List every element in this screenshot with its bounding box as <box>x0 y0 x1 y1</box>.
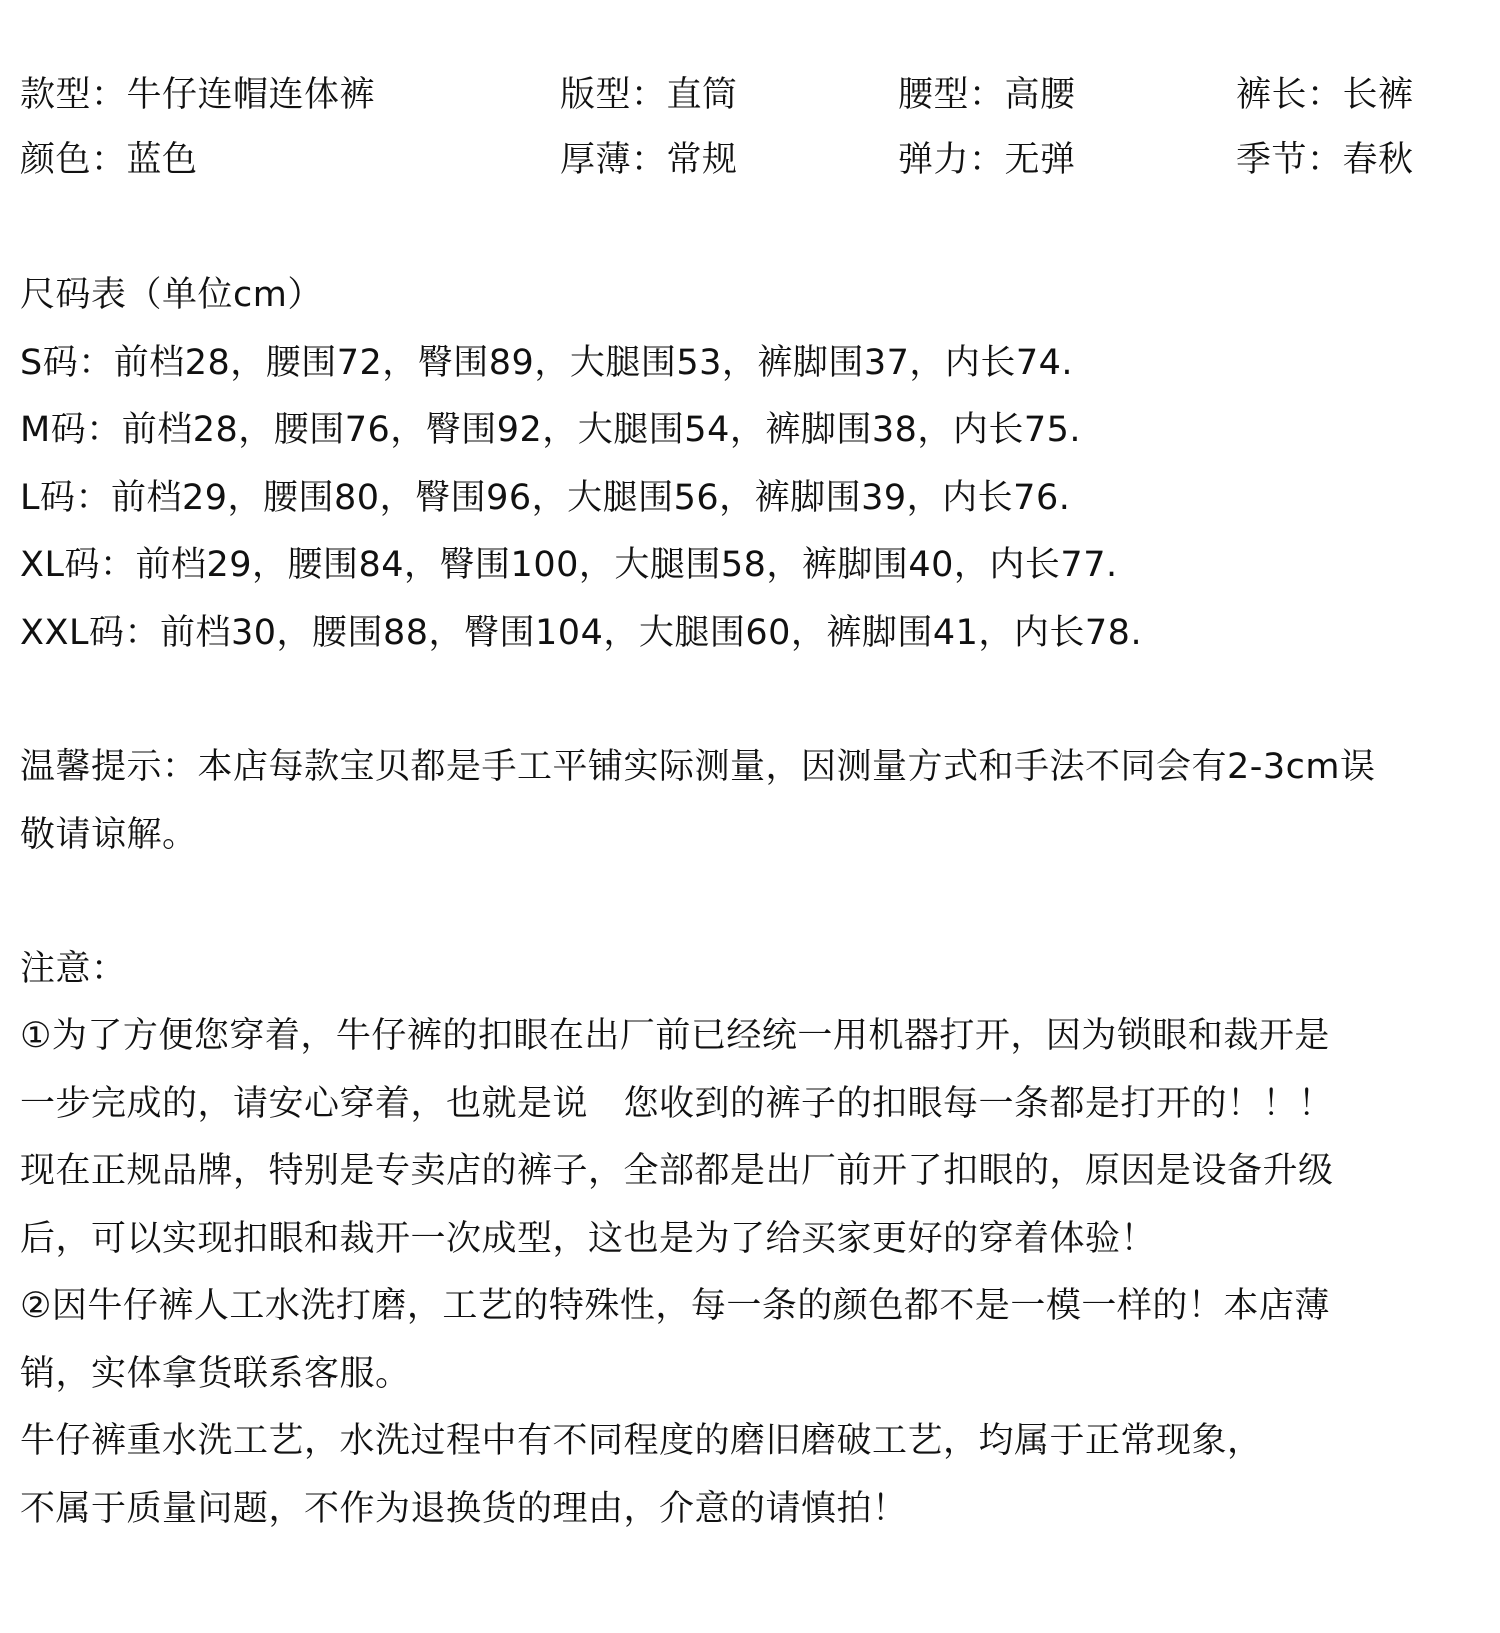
attr-style: 款型：牛仔连帽连体裤 <box>20 75 376 115</box>
notice-line: 牛仔裤重水洗工艺，水洗过程中有不同程度的磨旧磨破工艺，均属于正常现象， <box>20 1421 1263 1461</box>
notice-line: 后，可以实现扣眼和裁开一次成型，这也是为了给买家更好的穿着体验！ <box>20 1219 1157 1259</box>
size-row-l: L码：前档29，腰围80，臀围96，大腿围56，裤脚围39，内长76. <box>20 478 1071 518</box>
size-row-m: M码：前档28，腰围76，臀围92，大腿围54，裤脚围38，内长75. <box>20 410 1082 450</box>
attr-length: 裤长：长裤 <box>1236 75 1414 115</box>
attr-season: 季节：春秋 <box>1236 140 1414 180</box>
notice-title: 注意： <box>20 949 127 989</box>
notice-line: ①为了方便您穿着，牛仔裤的扣眼在出厂前已经统一用机器打开，因为锁眼和裁开是 <box>20 1016 1330 1056</box>
attr-elasticity: 弹力：无弹 <box>898 140 1076 180</box>
size-row-xxl: XXL码：前档30，腰围88，臀围104，大腿围60，裤脚围41，内长78. <box>20 613 1143 653</box>
size-chart-title: 尺码表（单位cm） <box>20 275 323 315</box>
size-row-xl: XL码：前档29，腰围84，臀围100，大腿围58，裤脚围40，内长77. <box>20 545 1118 585</box>
size-row-s: S码：前档28，腰围72，臀围89，大腿围53，裤脚围37，内长74. <box>20 343 1074 383</box>
notice-line: 销，实体拿货联系客服。 <box>20 1354 411 1394</box>
attr-color: 颜色：蓝色 <box>20 140 198 180</box>
notice-line: 现在正规品牌，特别是专卖店的裤子，全部都是出厂前开了扣眼的，原因是设备升级 <box>20 1151 1334 1191</box>
attr-waist-type: 腰型：高腰 <box>898 75 1076 115</box>
attr-thickness: 厚薄：常规 <box>560 140 738 180</box>
tip-line-1: 温馨提示：本店每款宝贝都是手工平铺实际测量，因测量方式和手法不同会有2-3cm误 <box>20 747 1376 787</box>
notice-line: 不属于质量问题，不作为退换货的理由，介意的请慎拍！ <box>20 1489 908 1529</box>
notice-line: ②因牛仔裤人工水洗打磨，工艺的特殊性，每一条的颜色都不是一模一样的！本店薄 <box>20 1286 1330 1326</box>
notice-line: 一步完成的，请安心穿着，也就是说 您收到的裤子的扣眼每一条都是打开的！！！ <box>20 1084 1334 1124</box>
tip-line-2: 敬请谅解。 <box>20 815 198 855</box>
attr-fit: 版型：直筒 <box>560 75 738 115</box>
